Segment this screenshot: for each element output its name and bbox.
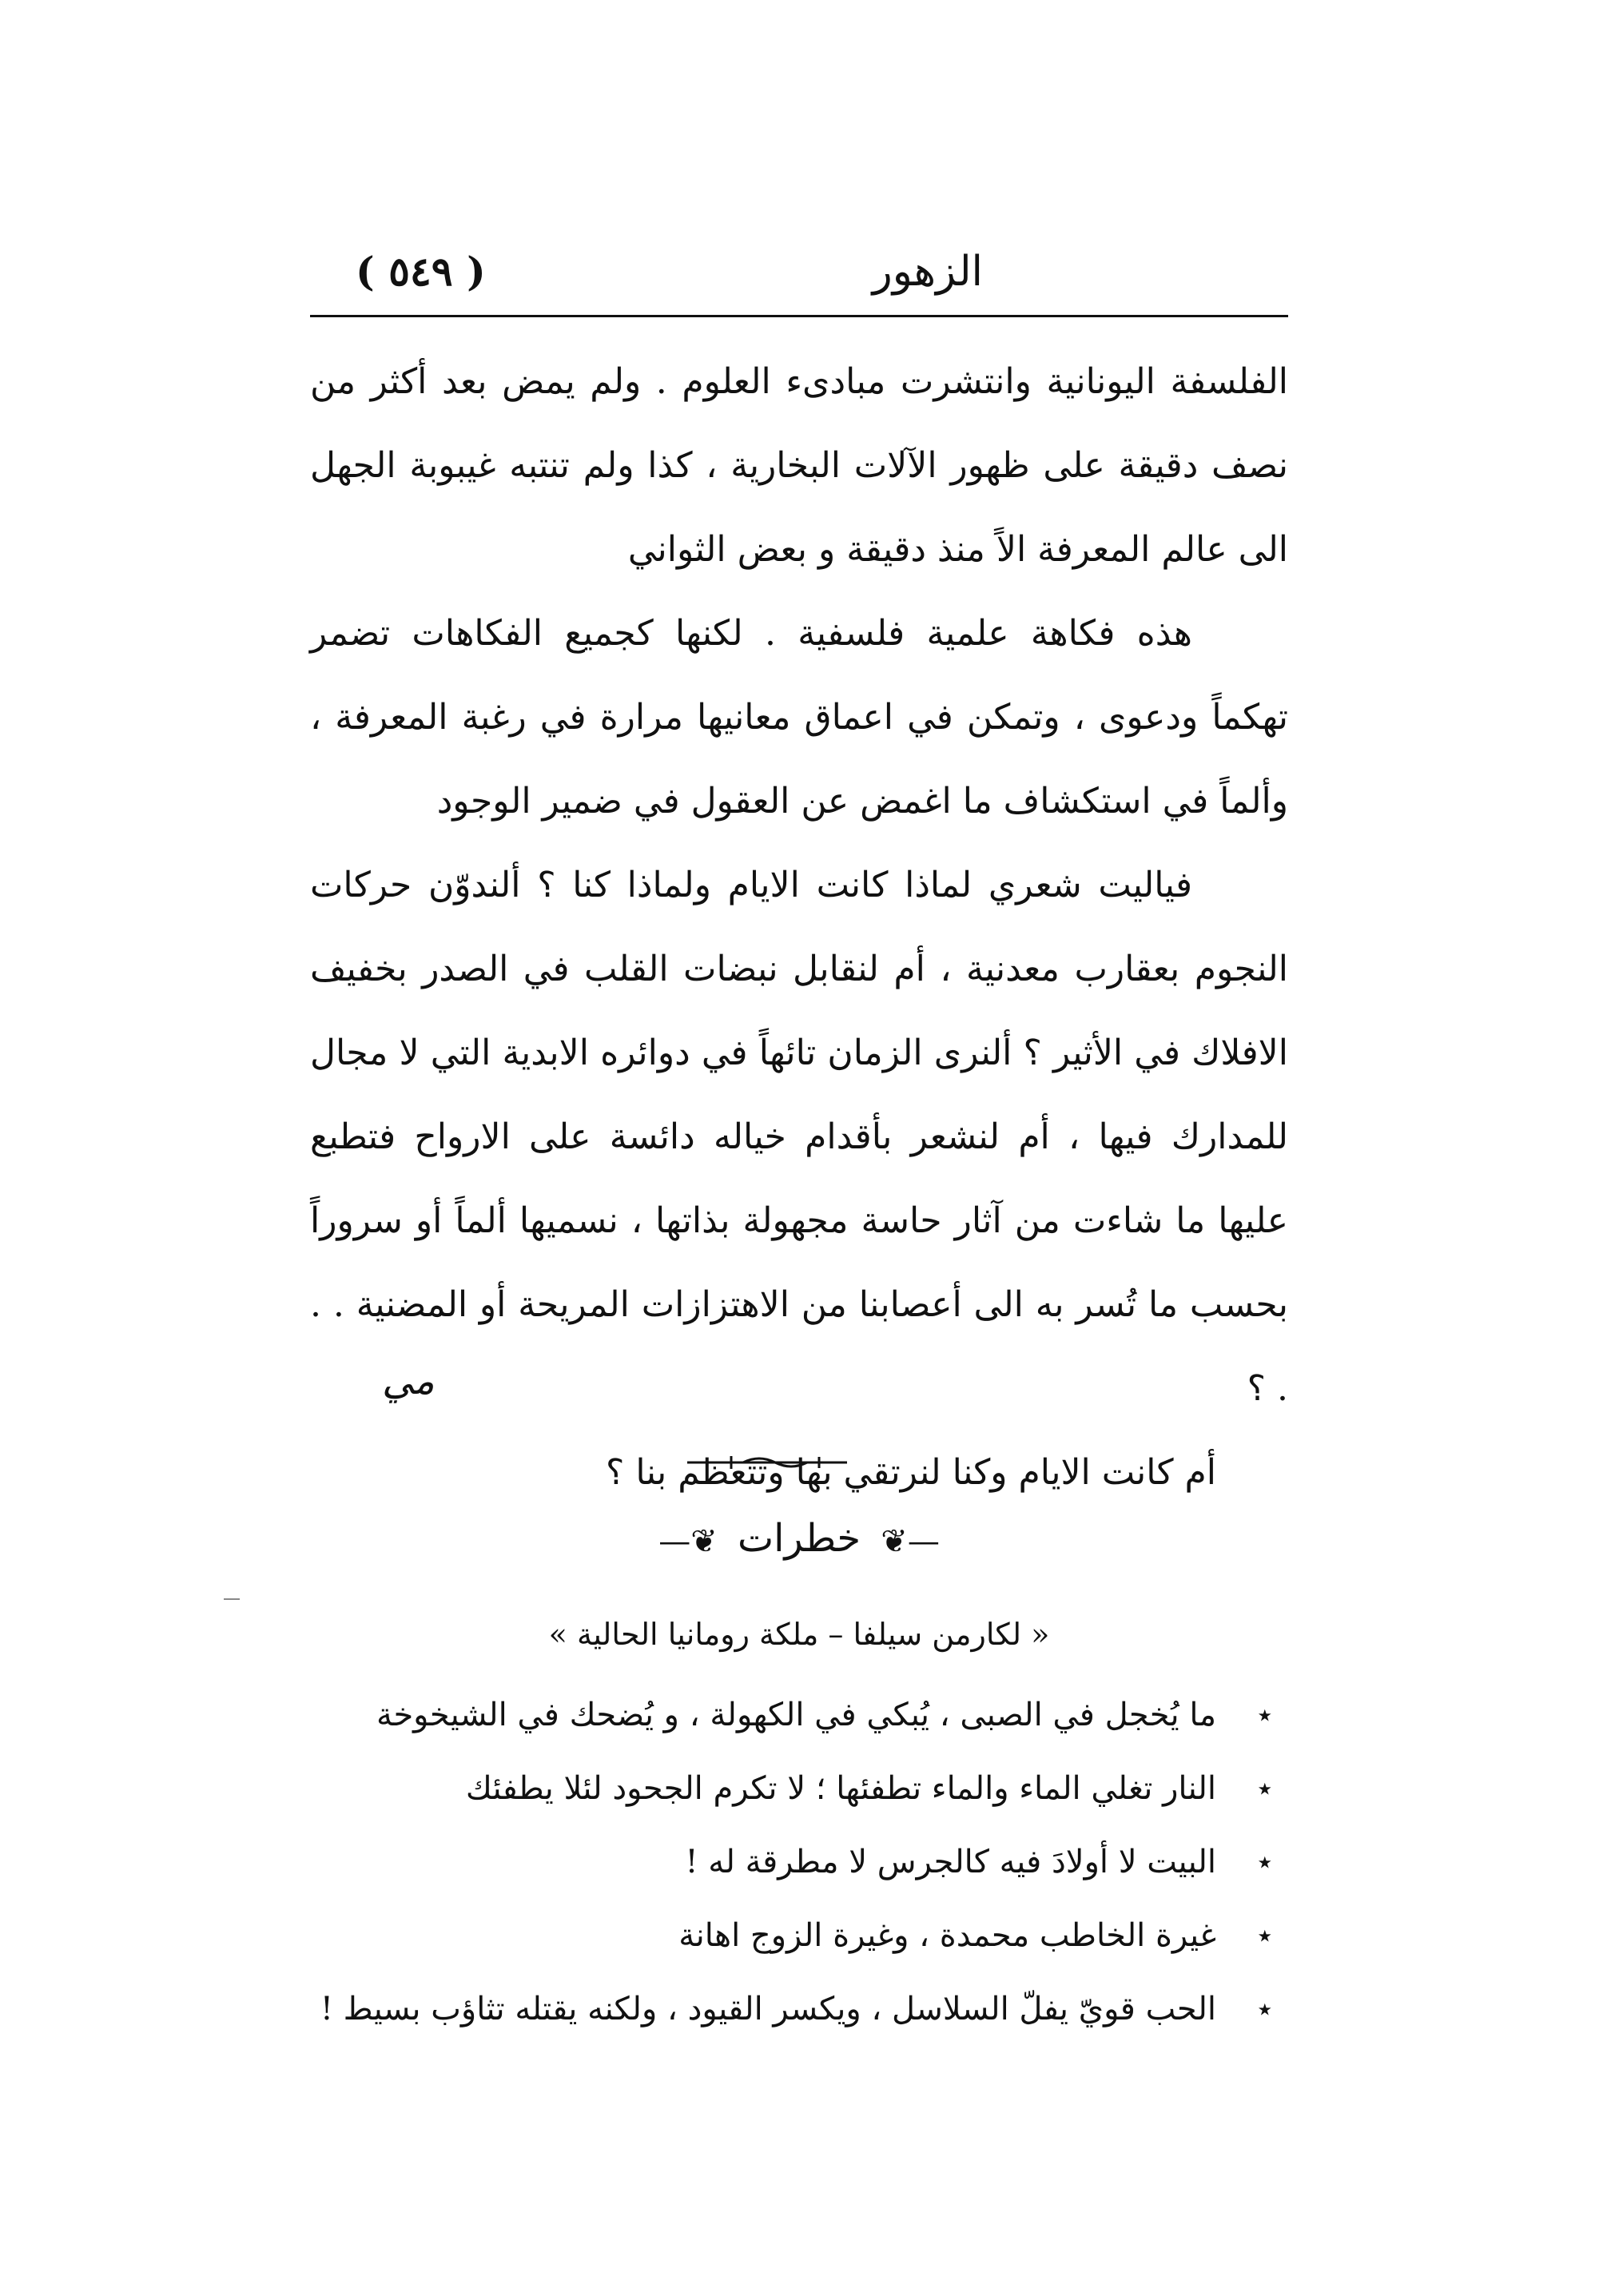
article-body	[310, 340, 1288, 1514]
star-bullet-icon: ٭	[1257, 1920, 1272, 1952]
page-number: ( ٥٤٩ )	[356, 248, 486, 295]
list-item	[310, 1899, 1288, 1972]
maxim-text: البيت لا أولادَ فيه كالجرس لا مطرقة له !	[685, 1844, 1216, 1880]
header-rule	[310, 315, 1288, 317]
list-item	[310, 1678, 1288, 1752]
author-signature: مي	[382, 1359, 435, 1403]
closing-question: أم كانت الايام وكنا لنرتقي بها وتتعظم بنا ؟	[606, 1452, 1216, 1493]
list-item	[310, 1752, 1288, 1825]
list-item	[310, 1972, 1288, 2046]
list-item	[310, 1825, 1288, 1899]
section-heading	[559, 1502, 1039, 1578]
section-title-text: خطرات	[737, 1516, 861, 1561]
maxim-text: النار تغلي الماء والماء تطفئها ؛ لا تكرم الجحود لئلا يطفئك	[465, 1770, 1216, 1807]
maxim-text: الحب قويّ يفلّ السلاسل ، ويكسر القيود ، ولكنه يقتله تثاؤب بسيط !	[320, 1991, 1216, 2027]
maxim-text: ما يُخجل في الصبى ، يُبكي في الكهولة ، و يُضحك في الشيخوخة	[376, 1697, 1216, 1733]
star-bullet-icon: ٭	[1257, 1773, 1272, 1805]
maxims-list	[310, 1678, 1288, 2046]
scan-mark	[224, 1598, 240, 1600]
paragraph: فياليت شعري لماذا كانت الايام ولماذا كنا ؟ ألندوّن حركات النجوم بعقارب معدنية ، أم لنقابل نبضات القلب في الصدر بخفيف الافلاك في الأثير ؟ ألنرى الزمان تائهاً في دوائره الابدية التي لا مجال للمدارك فيها ، أم لنشعر بأقدام خياله دائسة على الارواح فتطبع عليها ما شاءت من آثار حاسة مجهولة بذاتها ، نسميها ألماً أو سروراً بحسب ما تُسر به الى أعصابنا من الاهتزازات المريحة أو المضنية . . . ؟	[310, 865, 1288, 1409]
star-bullet-icon: ٭	[1257, 1846, 1272, 1878]
section-byline: « لكارمن سيلفا – ملكة رومانيا الحالية »	[548, 1617, 1050, 1652]
maxim-text: غيرة الخاطب محمدة ، وغيرة الزوج اهانة	[678, 1917, 1216, 1954]
star-bullet-icon: ٭	[1257, 1993, 1272, 2025]
running-header	[312, 240, 1287, 312]
running-title: الزهور	[872, 248, 983, 296]
star-bullet-icon: ٭	[1257, 1699, 1272, 1731]
flourish-icon: ❦—	[658, 1522, 718, 1560]
divider-ornament	[687, 1453, 847, 1472]
paragraph: هذه فكاهة علمية فلسفية . لكنها كجميع الفكاهات تضمر تهكماً ودعوى ، وتمكن في اعماق معانيها مرارة في رغبة المعرفة ، وألماً في استكشاف ما اغمض عن العقول في ضمير الوجود	[310, 613, 1288, 822]
paragraph: الفلسفة اليونانية وانتشرت مبادىء العلوم . ولم يمض بعد أكثر من نصف دقيقة على ظهور الآلات البخارية ، كذا ولم تنتبه غيبوبة الجهل الى عالم المعرفة الاً منذ دقيقة و بعض الثواني	[310, 361, 1288, 570]
flourish-icon: —❦	[881, 1522, 940, 1560]
